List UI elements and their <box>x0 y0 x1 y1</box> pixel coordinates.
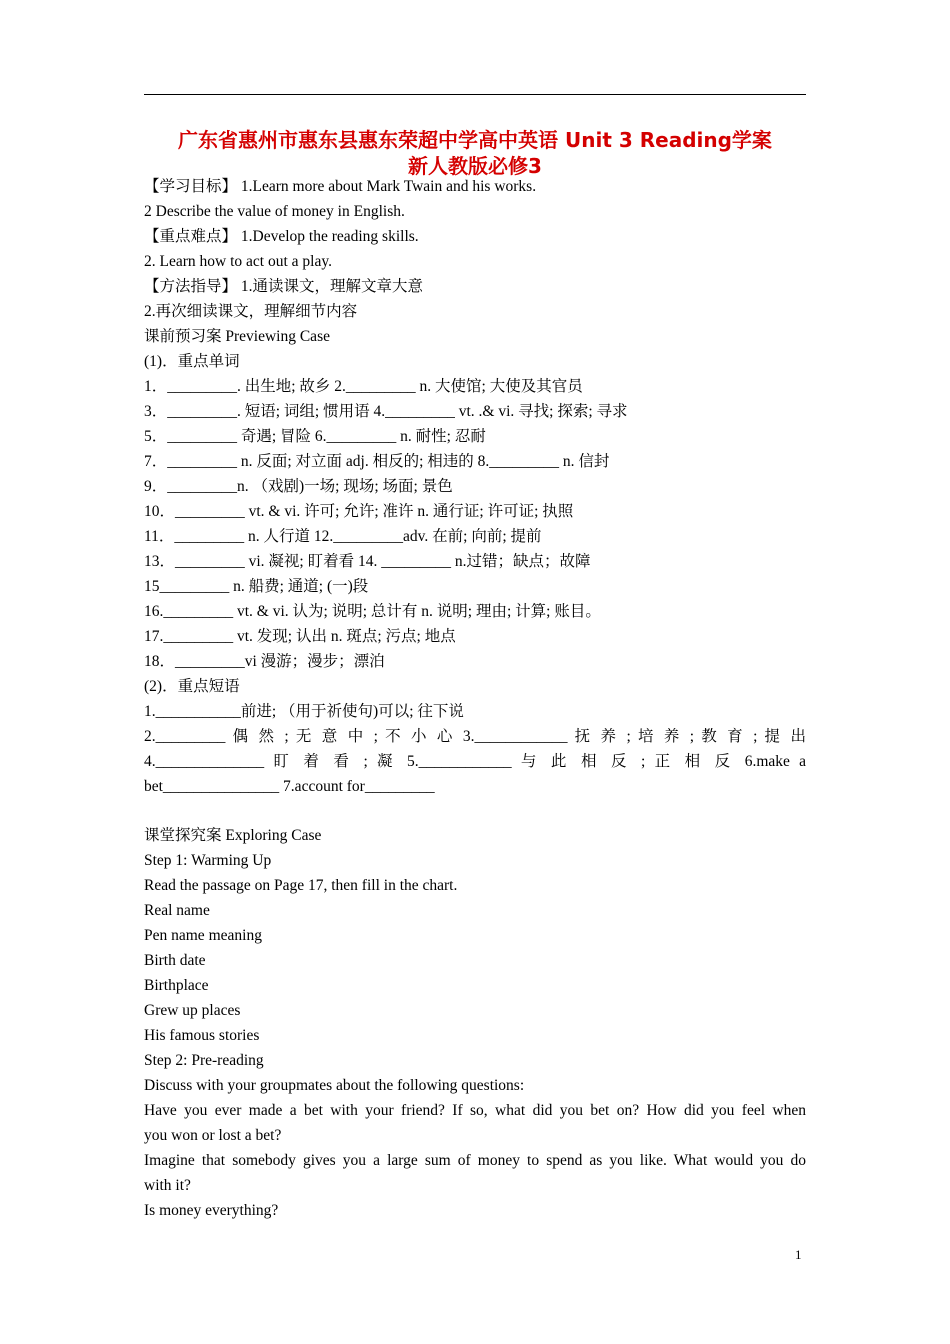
chart-row-label: Real name <box>144 902 210 919</box>
page-number: 1 <box>795 1247 802 1262</box>
question-line: with it? <box>144 1177 191 1194</box>
method-guide-1: 【方法指导】 1.通读课文，理解文章大意 <box>144 278 424 295</box>
vocab-line: 7．_________ n. 反面; 对立面 adj. 相反的; 相违的 8._________ n. 信封 <box>144 453 610 470</box>
vocab-line: 13．_________ vi. 凝视; 盯着看 14. _________ n.过错；缺点；故障 <box>144 553 591 570</box>
chart-row-label: Grew up places <box>144 1002 241 1019</box>
step1-heading: Step 1: Warming Up <box>144 852 272 869</box>
phrase-line: 4.______________ 盯 着 看 ; 凝 5.____________ 与 此 相 反 ; 正 相 反 6.make a <box>144 753 806 770</box>
phrase-line: 2._________ 偶 然 ; 无 意 中 ; 不 小 心 3.____________ 抚 养 ; 培 养 ; 教 育 ; 提 出 <box>144 728 806 745</box>
document-body <box>144 174 806 1223</box>
step2-instruction: Discuss with your groupmates about the following questions: <box>144 1077 525 1094</box>
vocab-line: 18．_________vi 漫游；漫步；漂泊 <box>144 653 385 670</box>
vocabulary-heading: (1)．重点单词 <box>144 353 240 370</box>
vocab-line: 10．_________ vt. & vi. 许可; 允许; 准许 n. 通行证; 许可证; 执照 <box>144 503 574 520</box>
chart-row-label: Birthplace <box>144 977 209 994</box>
question-line: Imagine that somebody gives you a large sum of money to spend as you like. What would you do <box>144 1152 806 1169</box>
blank-line <box>144 799 806 823</box>
exploring-case-heading: 课堂探究案 Exploring Case <box>144 827 322 844</box>
vocab-line: 5．_________ 奇遇; 冒险 6._________ n. 耐性; 忍耐 <box>144 428 486 445</box>
step1-instruction: Read the passage on Page 17, then fill in the chart. <box>144 877 458 894</box>
vocab-line: 1．_________. 出生地; 故乡 2._________ n. 大使馆; 大使及其官员 <box>144 378 583 395</box>
vocab-line: 17._________ vt. 发现; 认出 n. 斑点; 污点; 地点 <box>144 628 456 645</box>
chart-row-label: Pen name meaning <box>144 927 262 944</box>
question-line: you won or lost a bet? <box>144 1127 282 1144</box>
vocab-line: 9．_________n. （戏剧)一场; 现场; 场面; 景色 <box>144 478 453 495</box>
document-subtitle: 新人教版必修3 <box>408 154 542 178</box>
phrase-line: bet_______________ 7.account for_________ <box>144 778 435 795</box>
learning-goals-2: 2 Describe the value of money in English. <box>144 203 405 220</box>
previewing-case-heading: 课前预习案 Previewing Case <box>144 328 330 345</box>
learning-goals-1: 【学习目标】 1.Learn more about Mark Twain and his works. <box>144 178 537 195</box>
phrase-line: 1.___________前进; （用于祈使句)可以; 往下说 <box>144 703 464 720</box>
document-title: 广东省惠州市惠东县惠东荣超中学高中英语 Unit 3 Reading学案 <box>178 128 772 152</box>
question-line: Is money everything? <box>144 1202 279 1219</box>
question-line: Have you ever made a bet with your friend? If so, what did you bet on? How did you feel when <box>144 1102 806 1119</box>
vocab-line: 16._________ vt. & vi. 认为; 说明; 总计有 n. 说明; 理由; 计算; 账目。 <box>144 603 601 620</box>
vocab-line: 11．_________ n. 人行道 12._________adv. 在前; 向前; 提前 <box>144 528 542 545</box>
vocab-line: 15_________ n. 船费; 通道; (一)段 <box>144 578 369 595</box>
step2-heading: Step 2: Pre-reading <box>144 1052 264 1069</box>
method-guide-2: 2.再次细读课文，理解细节内容 <box>144 303 358 320</box>
vocab-line: 3．_________. 短语; 词组; 惯用语 4._________ vt. .& vi. 寻找; 探索; 寻求 <box>144 403 628 420</box>
chart-row-label: His famous stories <box>144 1027 260 1044</box>
chart-row-label: Birth date <box>144 952 206 969</box>
header-rule <box>144 94 806 95</box>
key-points-2: 2. Learn how to act out a play. <box>144 253 332 270</box>
key-points-1: 【重点难点】 1.Develop the reading skills. <box>144 228 419 245</box>
phrases-heading: (2)．重点短语 <box>144 678 240 695</box>
